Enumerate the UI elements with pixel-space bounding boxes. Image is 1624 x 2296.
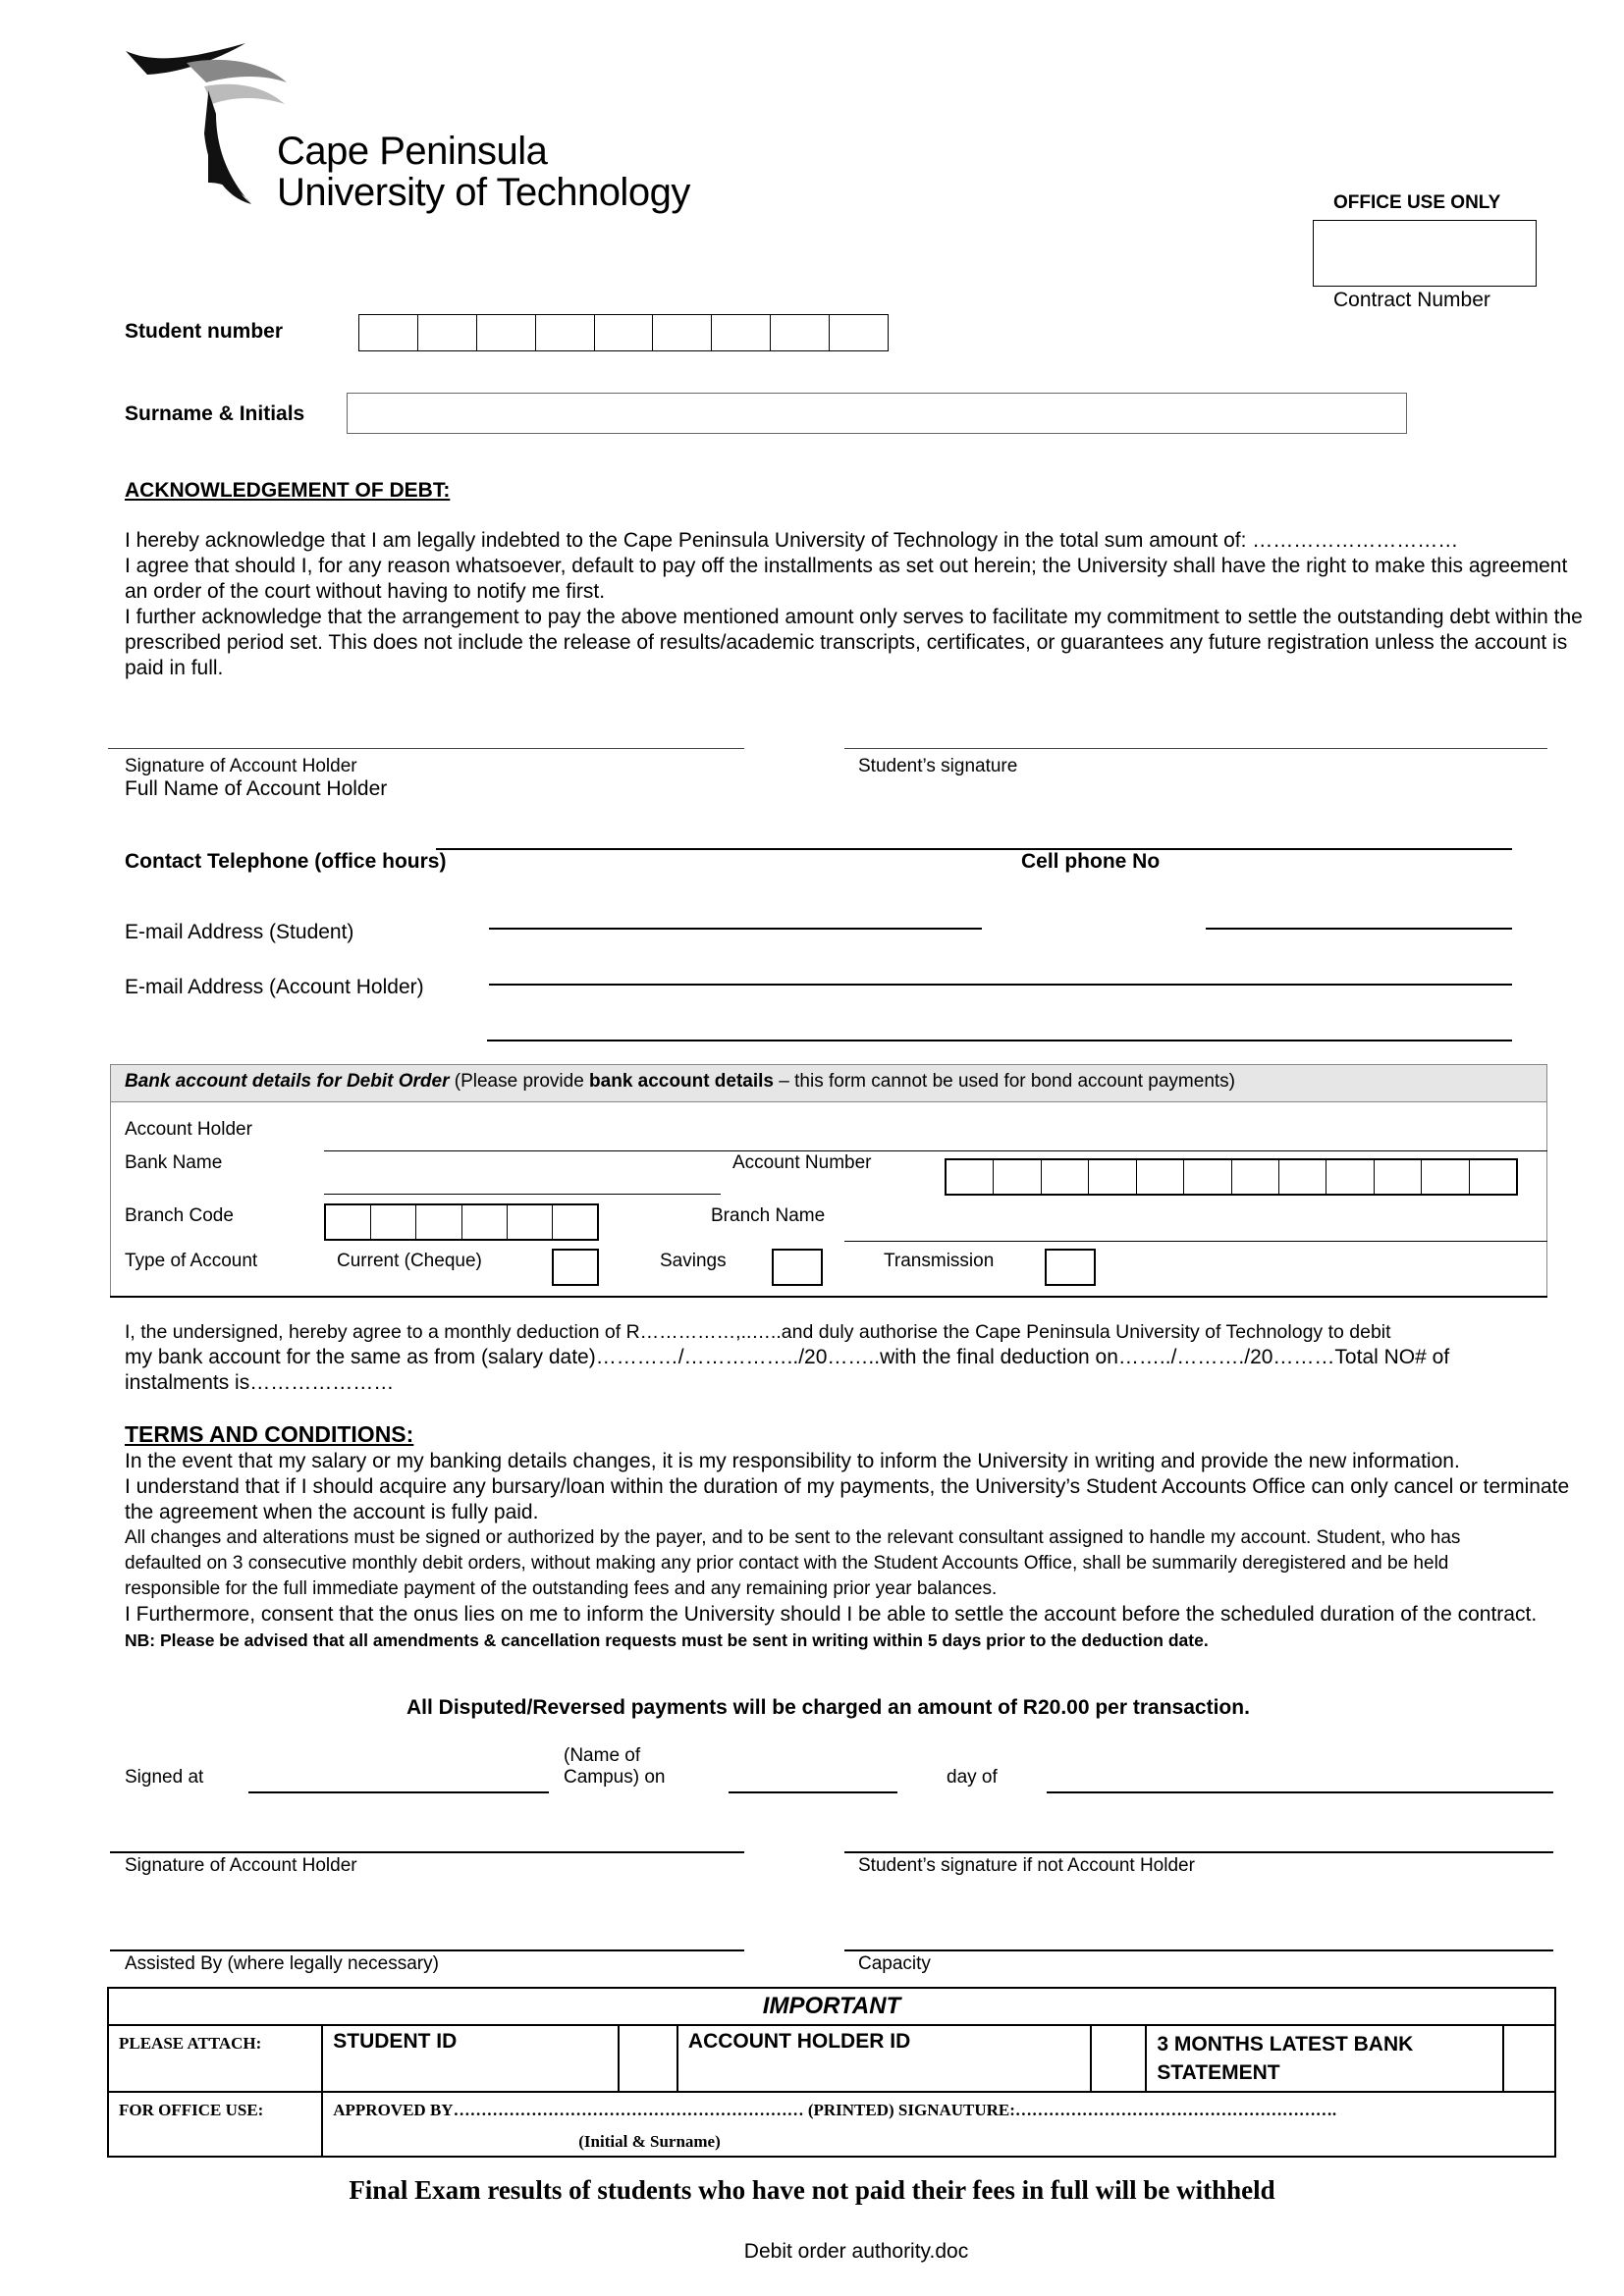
student-number-boxes[interactable]: [358, 314, 889, 351]
terms-nb: NB: Please be advised that all amendments & cancellation requests must be sent in writing within 5 days prior to the deduction date.: [125, 1630, 1209, 1650]
contract-number-label: Contract Number: [1333, 289, 1490, 311]
student-id-checkbox[interactable]: [619, 2025, 677, 2092]
account-holder-signature-line-2[interactable]: [110, 1851, 744, 1853]
bank-header-text2: – this form cannot be used for bond account payments): [774, 1071, 1235, 1092]
capacity-line[interactable]: [844, 1949, 1553, 1951]
name-of-label: (Name of: [564, 1745, 641, 1766]
student-number-label: Student number: [125, 320, 283, 343]
terms-text: [125, 1449, 1578, 1653]
student-signature-line[interactable]: [844, 748, 1547, 749]
terms-item-2: I understand that if I should acquire any bursary/loan within the duration of my payments, the University’s Student Accounts Office can only cancel or terminate the agreement when the account is fully paid.: [125, 1475, 1570, 1523]
surname-initials-label: Surname & Initials: [125, 402, 305, 425]
for-office-use-label: FOR OFFICE USE:: [108, 2092, 322, 2157]
university-logo: [118, 35, 746, 222]
signed-at-line[interactable]: [248, 1791, 549, 1793]
student-id-label: STUDENT ID: [322, 2025, 619, 2092]
savings-checkbox[interactable]: [772, 1249, 823, 1286]
assisted-by-line[interactable]: [110, 1949, 744, 1951]
university-name-line1: Cape Peninsula: [277, 130, 548, 173]
approved-by-cell: [322, 2092, 1555, 2157]
signed-on-date-line[interactable]: [729, 1791, 897, 1793]
current-cheque-label: Current (Cheque): [337, 1251, 482, 1271]
full-name-account-holder-label: Full Name of Account Holder: [125, 777, 388, 800]
bank-details-header: [111, 1065, 1546, 1102]
transmission-label: Transmission: [884, 1251, 995, 1271]
account-number-boxes[interactable]: [945, 1158, 1518, 1196]
important-title: IMPORTANT: [108, 1988, 1555, 2025]
contract-number-box[interactable]: [1313, 220, 1537, 287]
cell-phone-label: Cell phone No: [1021, 850, 1161, 873]
deduction-line-2: my bank account for the same as from (salary date)…………/……………../20……..with the final deduction on……../………./20………Total NO# of: [125, 1346, 1450, 1368]
email-holder-line[interactable]: [487, 1040, 1512, 1041]
deduction-line-1: I, the undersigned, hereby agree to a monthly deduction of R……………,..…..and duly authorise the Cape Peninsula University of Technology to debit: [125, 1321, 1391, 1343]
deduction-authorisation: [125, 1319, 1597, 1396]
telephone-line[interactable]: [489, 928, 982, 930]
account-holder-line[interactable]: [324, 1150, 1547, 1151]
bank-name-line[interactable]: [324, 1194, 721, 1195]
account-holder-signature-label: Signature of Account Holder: [125, 756, 357, 776]
account-holder-id-label: ACCOUNT HOLDER ID: [677, 2025, 1092, 2092]
email-holder-label: E-mail Address (Account Holder): [125, 976, 424, 998]
signed-at-label: Signed at: [125, 1767, 204, 1788]
campus-on-label: Campus) on: [564, 1767, 666, 1788]
terms-item-3: All changes and alterations must be signed or authorized by the payer, and to be sent to the relevant consultant assigned to handle my account. Student, who has defaulted on 3 consecutive monthly debit orders, without making any prior contact with the Student Accounts Office, shall be summarily deregistered and be held responsible for the full immediate payment of the outstanding fees and any remaining prior year balances.: [125, 1527, 1461, 1599]
account-holder-label: Account Holder: [125, 1119, 252, 1140]
bank-header-title: Bank account details for Debit Order: [125, 1071, 450, 1092]
full-name-line[interactable]: [436, 848, 1512, 850]
account-holder-signature-line[interactable]: [108, 748, 744, 749]
transmission-checkbox[interactable]: [1045, 1249, 1096, 1286]
acknowledgement-text: [125, 528, 1597, 681]
day-of-label: day of: [947, 1767, 998, 1788]
terms-heading: TERMS AND CONDITIONS:: [125, 1421, 414, 1447]
disputed-payments-notice: All Disputed/Reversed payments will be charged an amount of R20.00 per transaction.: [406, 1696, 1250, 1719]
footer-filename: Debit order authority.doc: [743, 2240, 969, 2263]
initial-surname-text: (Initial & Surname): [578, 2132, 721, 2151]
bank-statement-checkbox[interactable]: [1503, 2025, 1555, 2092]
account-number-label: Account Number: [732, 1152, 872, 1173]
acknowledgement-heading: ACKNOWLEDGEMENT OF DEBT:: [125, 479, 451, 502]
branch-code-label: Branch Code: [125, 1205, 234, 1226]
terms-item-1: In the event that my salary or my banking details changes, it is my responsibility to inform the University in writing and provide the new information.: [125, 1450, 1460, 1472]
account-holder-id-checkbox[interactable]: [1091, 2025, 1146, 2092]
cell-phone-line[interactable]: [1206, 928, 1512, 930]
bank-header-text1: (Please provide: [449, 1071, 590, 1092]
university-name-line2: University of Technology: [277, 171, 690, 214]
branch-code-boxes[interactable]: [324, 1203, 599, 1241]
surname-initials-field[interactable]: [347, 393, 1407, 434]
account-holder-signature-label-2: Signature of Account Holder: [125, 1855, 357, 1876]
office-use-only-label: OFFICE USE ONLY: [1333, 192, 1501, 213]
email-student-label: E-mail Address (Student): [125, 921, 354, 943]
student-signature-label-2: Student’s signature if not Account Holder: [858, 1855, 1195, 1876]
assisted-by-label: Assisted By (where legally necessary): [125, 1953, 439, 1974]
bank-header-bold: bank account details: [589, 1071, 774, 1092]
ack-paragraph-1: I hereby acknowledge that I am legally indebted to the Cape Peninsula University of Technology in the total sum amount of: …………………………: [125, 529, 1459, 552]
please-attach-label: PLEASE ATTACH:: [108, 2025, 322, 2092]
deduction-line-3: instalments is…………………: [125, 1371, 395, 1394]
important-table: [107, 1987, 1556, 2158]
type-of-account-label: Type of Account: [125, 1251, 258, 1271]
bank-section-bottom-line: [110, 1296, 1547, 1298]
approved-by-text: APPROVED BY……………………………………………………… (PRINTED) SIGNAUTURE:………………………………………………….: [333, 2101, 1337, 2119]
savings-label: Savings: [660, 1251, 727, 1271]
bank-statement-label: 3 MONTHS LATEST BANK STATEMENT: [1146, 2025, 1503, 2092]
ack-paragraph-2: I agree that should I, for any reason whatsoever, default to pay off the installments as set out herein; the University shall have the right to make this agreement an order of the court without having to notify me first.: [125, 555, 1568, 603]
terms-item-4: I Furthermore, consent that the onus lies on me to inform the University should I be able to settle the account before the scheduled duration of the contract.: [125, 1603, 1538, 1626]
branch-name-line[interactable]: [844, 1241, 1547, 1242]
logo-emblem-icon: [118, 35, 295, 222]
exam-results-warning: Final Exam results of students who have not paid their fees in full will be withheld: [349, 2175, 1275, 2205]
capacity-label: Capacity: [858, 1953, 931, 1974]
contact-telephone-label: Contact Telephone (office hours): [125, 850, 447, 873]
day-of-line[interactable]: [1047, 1791, 1553, 1793]
ack-paragraph-3: I further acknowledge that the arrangement to pay the above mentioned amount only serves to facilitate my commitment to settle the outstanding debt within the prescribed period set. This does not include the release of results/academic transcripts, certificates, or guarantees any future registration unless the account is paid in full.: [125, 606, 1583, 679]
current-cheque-checkbox[interactable]: [552, 1249, 599, 1286]
email-student-line[interactable]: [489, 984, 1512, 986]
branch-name-label: Branch Name: [711, 1205, 826, 1226]
student-signature-label: Student’s signature: [858, 756, 1018, 776]
student-signature-line-2[interactable]: [844, 1851, 1553, 1853]
bank-name-label: Bank Name: [125, 1152, 223, 1173]
